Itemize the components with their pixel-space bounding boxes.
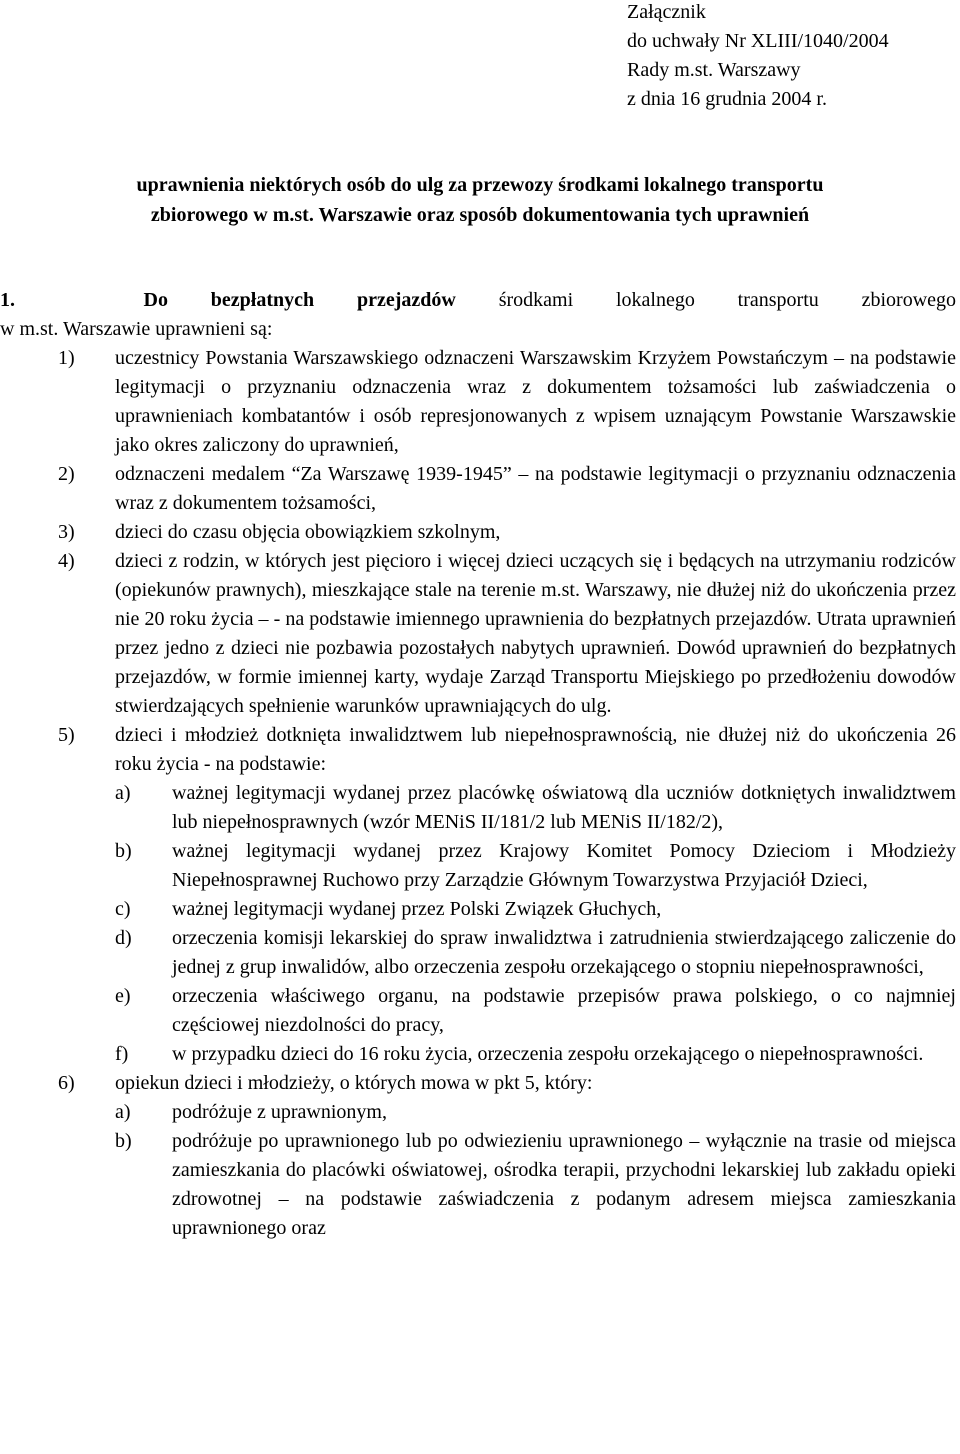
sub-list-item-letter: a) xyxy=(115,782,131,804)
list-item-text: odznaczeni medalem “Za Warszawę 1939-1945” – na podstawie legitymacji o przyznaniu odznaczenia wraz z dokumentem tożsamości, xyxy=(115,463,956,514)
sub-list-item xyxy=(115,895,956,924)
list-item-text: uczestnicy Powstania Warszawskiego odznaczeni Warszawskim Krzyżem Powstańczym – na podstawie legitymacji o przyznaniu odznaczenia wraz z dokumentem tożsamości lub zaświadczenia o uprawnieniach kombatantów i osób represjonowanych z wpisem uznającym Powstanie Warszawskie jako okres zaliczony do uprawnień, xyxy=(115,347,956,456)
sub-list-item-letter: c) xyxy=(115,898,131,920)
sub-list-item-letter: b) xyxy=(115,1130,132,1152)
header-line: z dnia 16 grudnia 2004 r. xyxy=(627,88,827,110)
section-heading-rest: środkami lokalnego transportu zbiorowego xyxy=(498,289,957,311)
section-heading-bold: Do bezpłatnych przejazdów xyxy=(143,289,456,311)
list-item-number: 6) xyxy=(58,1072,75,1094)
sub-list-item-letter: d) xyxy=(115,927,132,949)
sub-list-item xyxy=(115,837,956,895)
sub-list xyxy=(115,779,956,1069)
section-heading xyxy=(0,286,956,315)
sub-list-item xyxy=(115,1098,956,1127)
section-heading-continuation: w m.st. Warszawie uprawnieni są: xyxy=(0,318,273,340)
sub-list-item-text: w przypadku dzieci do 16 roku życia, orzeczenia zespołu orzekającego o niepełnosprawności. xyxy=(172,1043,924,1065)
list-item xyxy=(58,547,956,721)
sub-list-item-letter: e) xyxy=(115,985,131,1007)
sub-list-item-text: ważnej legitymacji wydanej przez placówkę oświatową dla uczniów dotkniętych inwalidztwem lub niepełnosprawnych (wzór MENiS II/181/2 lub MENiS II/182/2), xyxy=(172,782,956,833)
sub-list-item-text: orzeczenia komisji lekarskiej do spraw inwalidztwa i zatrudnienia stwierdzającego zaliczenie do jednej z grup inwalidów, albo orzeczenia zespołu orzekającego o stopniu niepełnosprawności, xyxy=(172,927,956,978)
list-item xyxy=(58,344,956,460)
list-item xyxy=(58,721,956,1069)
header-line: do uchwały Nr XLIII/1040/2004 xyxy=(627,30,889,52)
sub-list-item xyxy=(115,1127,956,1243)
list-item xyxy=(58,460,956,518)
sub-list xyxy=(115,1098,956,1243)
sub-list-item-letter: b) xyxy=(115,840,132,862)
sub-list-item-text: orzeczenia właściwego organu, na podstawie przepisów prawa polskiego, o co najmniej częściowej niezdolności do pracy, xyxy=(172,985,956,1036)
sub-list-item xyxy=(115,779,956,837)
section-1 xyxy=(0,286,957,1243)
sub-list-item xyxy=(115,982,956,1040)
sub-list-item-letter: a) xyxy=(115,1101,131,1123)
list-item-number: 2) xyxy=(58,463,75,485)
section-number: 1. xyxy=(0,289,15,311)
list-item-text: opiekun dzieci i młodzieży, o których mowa w pkt 5, który: xyxy=(115,1072,593,1094)
list-item-number: 3) xyxy=(58,521,75,543)
sub-list-item xyxy=(115,1040,956,1069)
section-1-list xyxy=(58,344,956,1243)
sub-list-item-text: ważnej legitymacji wydanej przez Krajowy Komitet Pomocy Dzieciom i Młodzieży Niepełnosprawnej Ruchowo przy Zarządzie Głównym Towarzystwa Przyjaciół Dzieci, xyxy=(172,840,956,891)
header-line: Załącznik xyxy=(627,1,706,23)
list-item-text: dzieci do czasu objęcia obowiązkiem szkolnym, xyxy=(115,521,501,543)
list-item-number: 5) xyxy=(58,724,75,746)
header-line: Rady m.st. Warszawy xyxy=(627,59,801,81)
attachment-header xyxy=(627,0,889,114)
sub-list-item-text: podróżuje po uprawnionego lub po odwiezieniu uprawnionego – wyłącznie na trasie od miejsca zamieszkania do placówki oświatowej, ośrodka terapii, przychodni lekarskiej lub zakładu opieki zdrowotnej – na podstawie zaświadczenia z podanym adresem miejsca zamieszkania uprawnionego oraz xyxy=(172,1130,956,1239)
title-line: uprawnienia niektórych osób do ulg za przewozy środkami lokalnego transportu xyxy=(136,174,824,196)
sub-list-item xyxy=(115,924,956,982)
document-title xyxy=(40,170,920,230)
list-item-text: dzieci z rodzin, w których jest pięcioro i więcej dzieci uczących się i będących na utrzymaniu rodziców (opiekunów prawnych), mieszkające stale na terenie m.st. Warszawy, nie dłużej niż do ukończenia przez nie 20 roku życia – - na podstawie imiennego uprawnienia do bezpłatnych przejazdów. Utrata uprawnień przez jedno z dzieci nie pozbawia pozostałych nabytych uprawnień. Dowód uprawnień do bezpłatnych przejazdów, w formie imiennej karty, wydaje Zarząd Transportu Miejskiego po przedłożeniu dowodów stwierdzających spełnienie warunków uprawniających do ulg. xyxy=(115,550,956,717)
sub-list-item-letter: f) xyxy=(115,1043,129,1065)
sub-list-item-text: ważnej legitymacji wydanej przez Polski Związek Głuchych, xyxy=(172,898,662,920)
list-item-number: 1) xyxy=(58,347,75,369)
list-item xyxy=(58,1069,956,1243)
sub-list-item-text: podróżuje z uprawnionym, xyxy=(172,1101,387,1123)
list-item-number: 4) xyxy=(58,550,75,572)
title-line: zbiorowego w m.st. Warszawie oraz sposób dokumentowania tych uprawnień xyxy=(150,204,810,226)
list-item-text: dzieci i młodzież dotknięta inwalidztwem lub niepełnosprawnością, nie dłużej niż do ukończenia 26 roku życia - na podstawie: xyxy=(115,724,956,775)
list-item xyxy=(58,518,956,547)
